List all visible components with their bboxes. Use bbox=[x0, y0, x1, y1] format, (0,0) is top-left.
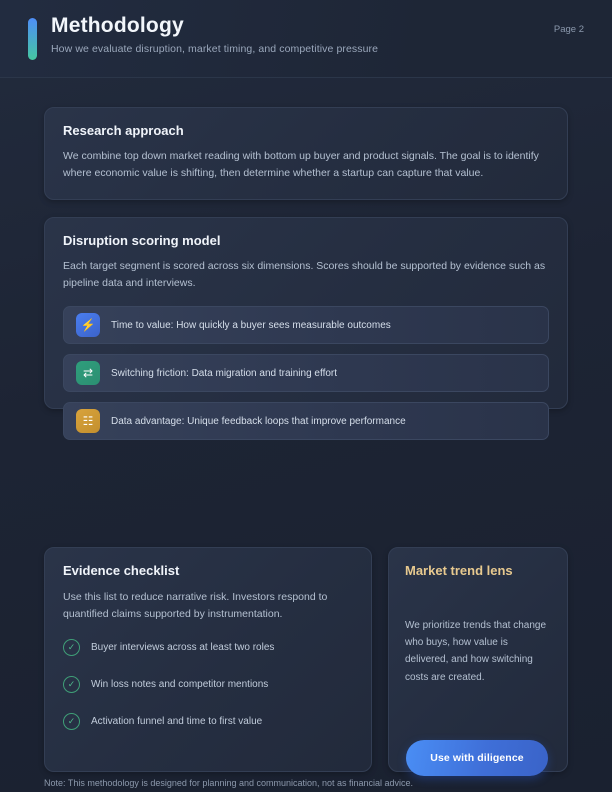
accent-bar bbox=[28, 18, 37, 60]
page-subtitle: How we evaluate disruption, market timing, and competitive pressure bbox=[51, 43, 379, 55]
dimension-label: Data advantage: Unique feedback loops that improve performance bbox=[111, 415, 406, 427]
checklist-label: Buyer interviews across at least two roles bbox=[91, 642, 275, 653]
list-item[interactable] bbox=[63, 713, 353, 730]
dimension-row[interactable] bbox=[63, 402, 549, 440]
database-icon: ☷ bbox=[76, 409, 100, 433]
evidence-checklist-title: Evidence checklist bbox=[63, 563, 180, 578]
checklist bbox=[63, 639, 353, 730]
footnote: Note: This methodology is designed for planning and communication, not as financial advice. bbox=[44, 778, 414, 788]
market-trend-lens-card bbox=[388, 547, 568, 772]
checklist-label: Activation funnel and time to first value bbox=[91, 716, 263, 727]
dimension-row[interactable] bbox=[63, 354, 549, 392]
page-header bbox=[0, 0, 612, 78]
disruption-scoring-title: Disruption scoring model bbox=[63, 233, 221, 248]
evidence-checklist-body: Use this list to reduce narrative risk. Investors respond to quantified claims supported by instrumentation. bbox=[63, 591, 328, 620]
dimension-label: Time to value: How quickly a buyer sees measurable outcomes bbox=[111, 319, 391, 331]
dimension-label: Switching friction: Data migration and training effort bbox=[111, 367, 338, 379]
page-title: Methodology bbox=[51, 14, 184, 37]
market-trend-lens-title: Market trend lens bbox=[405, 563, 513, 578]
disruption-scoring-body: Each target segment is scored across six dimensions. Scores should be supported by evidence such as pipeline data and interviews. bbox=[63, 260, 546, 289]
check-icon: ✓ bbox=[63, 676, 80, 693]
dimension-list bbox=[63, 306, 549, 440]
dimension-row[interactable] bbox=[63, 306, 549, 344]
list-item[interactable] bbox=[63, 676, 353, 693]
evidence-checklist-card bbox=[44, 547, 372, 772]
bolt-icon: ⚡ bbox=[76, 313, 100, 337]
disruption-scoring-card bbox=[44, 217, 568, 428]
cta-label: Use with diligence bbox=[430, 752, 524, 764]
market-trend-lens-body: We prioritize trends that change who buys, how value is delivered, and how switching costs are created. bbox=[405, 620, 547, 683]
research-approach-body: We combine top down market reading with bottom up buyer and product signals. The goal is to identify where economic value is shifting, then determine whether a startup can capture that value. bbox=[63, 150, 539, 179]
research-approach-title: Research approach bbox=[63, 123, 184, 138]
swap-icon: ⇄ bbox=[76, 361, 100, 385]
checklist-label: Win loss notes and competitor mentions bbox=[91, 679, 269, 690]
list-item[interactable] bbox=[63, 639, 353, 656]
page-number: Page 2 bbox=[553, 24, 584, 35]
use-with-diligence-button[interactable] bbox=[406, 740, 548, 776]
research-approach-card bbox=[44, 107, 568, 200]
check-icon: ✓ bbox=[63, 713, 80, 730]
check-icon: ✓ bbox=[63, 639, 80, 656]
